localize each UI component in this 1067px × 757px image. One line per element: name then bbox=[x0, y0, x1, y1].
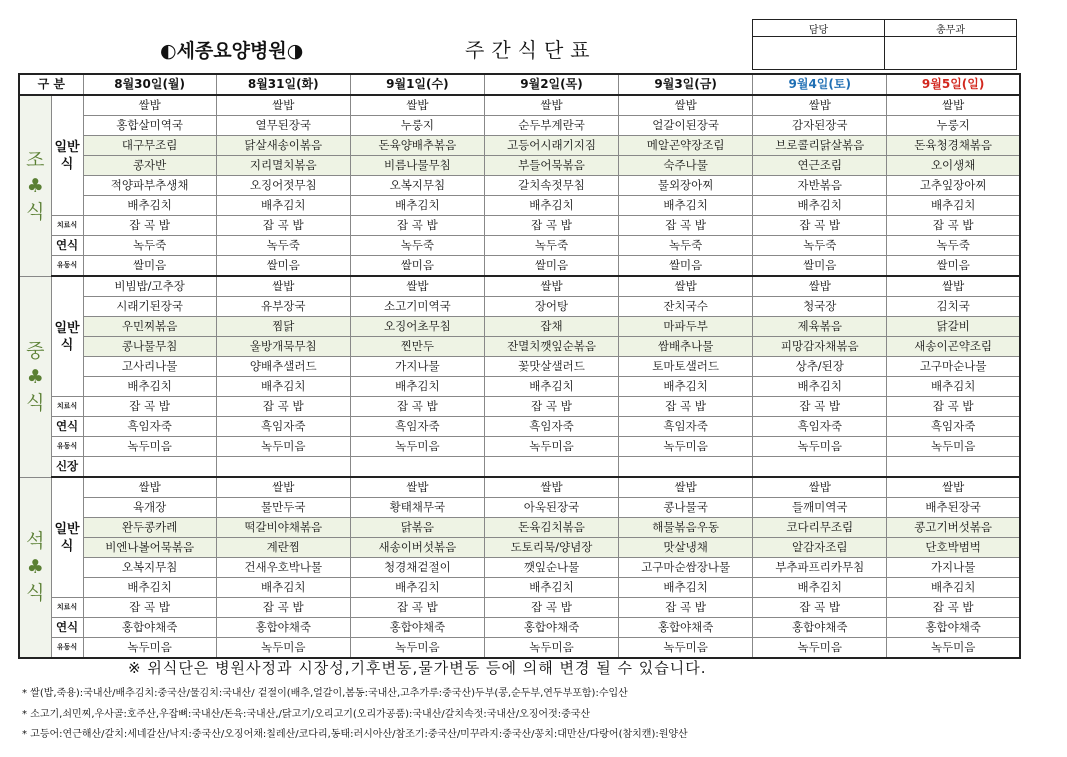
menu-cell: 쌀미음 bbox=[619, 256, 753, 277]
menu-cell: 단호박범벅 bbox=[887, 538, 1020, 558]
lunch-row bbox=[19, 397, 1020, 417]
origin-note: * 쌀(밥,죽용):국내산/배추김치:중국산/물김치:국내산/ 겉절이(배추,얼갈이,봄동:국내산,고추가루:중국산)두부(콩,순두부,연두부포함):수입산 bbox=[22, 688, 628, 699]
liquid-diet-label: 유동식 bbox=[51, 256, 83, 277]
menu-cell: 배추김치 bbox=[887, 578, 1020, 598]
menu-cell: 떡갈비야채볶음 bbox=[216, 518, 350, 538]
menu-cell: 육개장 bbox=[83, 498, 216, 518]
menu-cell: 쌀밥 bbox=[350, 276, 484, 297]
menu-cell: 잡 곡 밥 bbox=[753, 598, 887, 618]
lunch-row bbox=[19, 437, 1020, 457]
menu-cell: 잡 곡 밥 bbox=[484, 397, 618, 417]
menu-cell: 돈육김치볶음 bbox=[484, 518, 618, 538]
therapy-diet-label: 치료식 bbox=[51, 216, 83, 236]
menu-cell: 배추김치 bbox=[350, 196, 484, 216]
general-diet-label: 일반식 bbox=[51, 276, 83, 397]
weekly-menu-table bbox=[18, 73, 1021, 659]
dinner-row bbox=[19, 618, 1020, 638]
menu-cell: 배추김치 bbox=[216, 578, 350, 598]
menu-cell: 녹두미음 bbox=[887, 638, 1020, 659]
liquid-diet-label: 유동식 bbox=[51, 437, 83, 457]
menu-cell: 닭살새송이볶음 bbox=[216, 136, 350, 156]
dinner-row bbox=[19, 638, 1020, 659]
lunch-row bbox=[19, 357, 1020, 377]
menu-cell: 오복지무침 bbox=[350, 176, 484, 196]
notice-text: ※ 위식단은 병원사정과 시장성,기후변동,물가변동 등에 의해 변경 될 수 있습니다. bbox=[128, 659, 707, 677]
menu-cell: 비름나물무침 bbox=[350, 156, 484, 176]
menu-cell: 쌈배추나물 bbox=[619, 337, 753, 357]
menu-cell: 우민찌볶음 bbox=[83, 317, 216, 337]
menu-cell: 물만두국 bbox=[216, 498, 350, 518]
menu-cell: 잡 곡 밥 bbox=[484, 598, 618, 618]
menu-cell: 홍합야채죽 bbox=[753, 618, 887, 638]
menu-cell: 쌀밥 bbox=[83, 95, 216, 116]
menu-cell: 울방개묵무침 bbox=[216, 337, 350, 357]
menu-cell: 배추김치 bbox=[753, 578, 887, 598]
menu-cell: 배추김치 bbox=[753, 377, 887, 397]
breakfast-label: 조♣식 bbox=[19, 95, 51, 276]
page-title: 주간식단표 bbox=[465, 38, 597, 62]
menu-cell bbox=[887, 457, 1020, 478]
menu-cell bbox=[484, 457, 618, 478]
menu-cell: 배추김치 bbox=[619, 196, 753, 216]
dinner-row bbox=[19, 498, 1020, 518]
menu-cell: 소고기미역국 bbox=[350, 297, 484, 317]
menu-cell: 찐만두 bbox=[350, 337, 484, 357]
menu-cell: 잡 곡 밥 bbox=[887, 397, 1020, 417]
menu-cell: 대구무조림 bbox=[83, 136, 216, 156]
menu-cell: 코다리무조림 bbox=[753, 518, 887, 538]
menu-cell: 해물볶음우동 bbox=[619, 518, 753, 538]
menu-cell: 닭갈비 bbox=[887, 317, 1020, 337]
menu-cell: 흑임자죽 bbox=[619, 417, 753, 437]
day-header: 8월31일(화) bbox=[216, 74, 350, 95]
cancer-diet-label: 신장 bbox=[51, 457, 83, 478]
breakfast-row bbox=[19, 256, 1020, 277]
menu-cell: 배추김치 bbox=[83, 196, 216, 216]
menu-cell: 열무된장국 bbox=[216, 116, 350, 136]
menu-cell: 제육볶음 bbox=[753, 317, 887, 337]
menu-cell: 흑임자죽 bbox=[83, 417, 216, 437]
menu-cell: 도토리묵/양념장 bbox=[484, 538, 618, 558]
menu-cell: 녹두미음 bbox=[887, 437, 1020, 457]
menu-cell: 고사리나물 bbox=[83, 357, 216, 377]
menu-cell: 쌀밥 bbox=[484, 276, 618, 297]
breakfast-row bbox=[19, 236, 1020, 256]
menu-cell: 갈치속젓무침 bbox=[484, 176, 618, 196]
menu-cell: 쌀미음 bbox=[753, 256, 887, 277]
menu-cell: 콩나물무침 bbox=[83, 337, 216, 357]
menu-cell: 잡 곡 밥 bbox=[83, 397, 216, 417]
breakfast-row bbox=[19, 176, 1020, 196]
menu-cell: 배추김치 bbox=[216, 377, 350, 397]
menu-cell: 잡 곡 밥 bbox=[619, 397, 753, 417]
menu-cell: 비빔밥/고추장 bbox=[83, 276, 216, 297]
menu-cell: 잡 곡 밥 bbox=[216, 598, 350, 618]
menu-cell: 녹두미음 bbox=[619, 437, 753, 457]
menu-cell: 오복지무침 bbox=[83, 558, 216, 578]
breakfast-row bbox=[19, 95, 1020, 116]
soft-diet-label: 연식 bbox=[51, 618, 83, 638]
menu-cell: 녹두미음 bbox=[350, 437, 484, 457]
therapy-diet-label: 치료식 bbox=[51, 598, 83, 618]
menu-cell bbox=[753, 457, 887, 478]
breakfast-row bbox=[19, 156, 1020, 176]
menu-cell: 잡 곡 밥 bbox=[753, 216, 887, 236]
menu-cell: 녹두죽 bbox=[887, 236, 1020, 256]
menu-cell: 들깨미역국 bbox=[753, 498, 887, 518]
menu-cell: 청국장 bbox=[753, 297, 887, 317]
breakfast-row bbox=[19, 216, 1020, 236]
menu-cell: 아욱된장국 bbox=[484, 498, 618, 518]
day-header: 9월3일(금) bbox=[619, 74, 753, 95]
menu-cell: 고구마순쌈장나물 bbox=[619, 558, 753, 578]
menu-cell: 쌀미음 bbox=[484, 256, 618, 277]
menu-cell: 쌀밥 bbox=[619, 477, 753, 498]
menu-cell: 홍합야채죽 bbox=[216, 618, 350, 638]
menu-cell: 가지나물 bbox=[350, 357, 484, 377]
menu-cell: 감자된장국 bbox=[753, 116, 887, 136]
menu-cell bbox=[216, 457, 350, 478]
menu-cell bbox=[350, 457, 484, 478]
menu-cell: 완두콩카레 bbox=[83, 518, 216, 538]
menu-cell: 녹두죽 bbox=[753, 236, 887, 256]
lunch-row bbox=[19, 457, 1020, 478]
menu-cell: 쌀밥 bbox=[753, 477, 887, 498]
menu-cell: 청경채겉절이 bbox=[350, 558, 484, 578]
approval-box bbox=[752, 19, 1017, 70]
menu-cell: 녹두미음 bbox=[83, 437, 216, 457]
menu-cell: 배추김치 bbox=[350, 578, 484, 598]
menu-cell: 콩자반 bbox=[83, 156, 216, 176]
menu-cell: 돈육청경채볶음 bbox=[887, 136, 1020, 156]
menu-cell: 돈육양배추볶음 bbox=[350, 136, 484, 156]
menu-cell: 장어탕 bbox=[484, 297, 618, 317]
menu-cell: 새송이버섯볶음 bbox=[350, 538, 484, 558]
menu-cell: 마파두부 bbox=[619, 317, 753, 337]
breakfast-row bbox=[19, 116, 1020, 136]
day-header: 9월2일(목) bbox=[484, 74, 618, 95]
menu-cell: 잡 곡 밥 bbox=[887, 598, 1020, 618]
menu-cell: 브로콜리닭살볶음 bbox=[753, 136, 887, 156]
menu-cell: 쌀밥 bbox=[887, 477, 1020, 498]
day-header: 9월5일(일) bbox=[887, 74, 1020, 95]
menu-cell: 잡 곡 밥 bbox=[350, 216, 484, 236]
menu-cell: 적양파부추생채 bbox=[83, 176, 216, 196]
approval-col-manager: 담당 bbox=[753, 20, 885, 37]
menu-cell: 배추김치 bbox=[484, 578, 618, 598]
menu-cell bbox=[619, 457, 753, 478]
lunch-row bbox=[19, 276, 1020, 297]
menu-cell: 순두부계란국 bbox=[484, 116, 618, 136]
menu-cell: 홍합야채죽 bbox=[83, 618, 216, 638]
menu-cell: 홍합살미역국 bbox=[83, 116, 216, 136]
menu-cell: 토마토샐러드 bbox=[619, 357, 753, 377]
menu-cell: 상추/된장 bbox=[753, 357, 887, 377]
menu-cell: 배추김치 bbox=[619, 578, 753, 598]
lunch-row bbox=[19, 377, 1020, 397]
menu-cell: 쌀미음 bbox=[83, 256, 216, 277]
menu-cell: 양배추샐러드 bbox=[216, 357, 350, 377]
menu-cell: 누룽지 bbox=[350, 116, 484, 136]
menu-cell: 가지나물 bbox=[887, 558, 1020, 578]
menu-cell: 연근조림 bbox=[753, 156, 887, 176]
menu-cell: 쌀밥 bbox=[753, 95, 887, 116]
lunch-row bbox=[19, 337, 1020, 357]
menu-cell: 홍합야채죽 bbox=[484, 618, 618, 638]
menu-cell: 녹두죽 bbox=[484, 236, 618, 256]
menu-cell: 꽃맛살샐러드 bbox=[484, 357, 618, 377]
menu-cell: 쌀밥 bbox=[753, 276, 887, 297]
menu-cell: 녹두죽 bbox=[216, 236, 350, 256]
menu-cell: 시래기된장국 bbox=[83, 297, 216, 317]
menu-cell: 녹두미음 bbox=[350, 638, 484, 659]
lunch-row bbox=[19, 317, 1020, 337]
menu-cell: 녹두미음 bbox=[753, 638, 887, 659]
menu-cell: 배추김치 bbox=[887, 196, 1020, 216]
breakfast-row bbox=[19, 196, 1020, 216]
menu-cell: 고구마순나물 bbox=[887, 357, 1020, 377]
menu-cell: 쌀밥 bbox=[216, 477, 350, 498]
menu-cell: 잡 곡 밥 bbox=[484, 216, 618, 236]
menu-cell: 홍합야채죽 bbox=[619, 618, 753, 638]
menu-cell: 얼갈이된장국 bbox=[619, 116, 753, 136]
menu-cell: 녹두미음 bbox=[484, 437, 618, 457]
menu-cell: 배추김치 bbox=[83, 377, 216, 397]
hospital-name: ◐세종요양병원◑ bbox=[160, 40, 304, 62]
menu-cell: 맛살냉채 bbox=[619, 538, 753, 558]
menu-cell: 잡 곡 밥 bbox=[350, 397, 484, 417]
menu-cell: 녹두죽 bbox=[619, 236, 753, 256]
table-header-row bbox=[19, 74, 1020, 95]
menu-cell: 녹두미음 bbox=[484, 638, 618, 659]
menu-cell: 쌀밥 bbox=[484, 95, 618, 116]
menu-cell: 잔치국수 bbox=[619, 297, 753, 317]
menu-cell: 부추파프리카무침 bbox=[753, 558, 887, 578]
dinner-row bbox=[19, 538, 1020, 558]
menu-cell: 메알곤약장조림 bbox=[619, 136, 753, 156]
menu-cell: 홍합야채죽 bbox=[887, 618, 1020, 638]
menu-cell: 잡 곡 밥 bbox=[216, 397, 350, 417]
menu-cell: 쌀밥 bbox=[216, 276, 350, 297]
menu-cell: 비엔나볼어묵볶음 bbox=[83, 538, 216, 558]
menu-cell: 닭볶음 bbox=[350, 518, 484, 538]
menu-cell: 녹두미음 bbox=[619, 638, 753, 659]
menu-cell: 녹두미음 bbox=[83, 638, 216, 659]
menu-cell: 쌀미음 bbox=[350, 256, 484, 277]
menu-cell: 쌀미음 bbox=[216, 256, 350, 277]
menu-cell: 오징어젓무침 bbox=[216, 176, 350, 196]
day-header: 9월1일(수) bbox=[350, 74, 484, 95]
menu-cell: 녹두미음 bbox=[753, 437, 887, 457]
approval-sign-admin bbox=[885, 37, 1017, 70]
menu-cell bbox=[83, 457, 216, 478]
menu-cell: 잡 곡 밥 bbox=[83, 216, 216, 236]
menu-cell: 쌀밥 bbox=[887, 276, 1020, 297]
menu-cell: 쌀밥 bbox=[619, 276, 753, 297]
menu-cell: 계란찜 bbox=[216, 538, 350, 558]
menu-cell: 잡 곡 밥 bbox=[83, 598, 216, 618]
menu-cell: 녹두미음 bbox=[216, 437, 350, 457]
menu-cell: 유부장국 bbox=[216, 297, 350, 317]
general-diet-label: 일반식 bbox=[51, 477, 83, 598]
menu-cell: 잡 곡 밥 bbox=[619, 598, 753, 618]
menu-cell: 깻잎순나물 bbox=[484, 558, 618, 578]
dinner-row bbox=[19, 518, 1020, 538]
menu-cell: 지리멸치볶음 bbox=[216, 156, 350, 176]
menu-cell: 흑임자죽 bbox=[753, 417, 887, 437]
menu-cell: 배추김치 bbox=[350, 377, 484, 397]
dinner-row bbox=[19, 598, 1020, 618]
menu-cell: 잡 곡 밥 bbox=[350, 598, 484, 618]
menu-cell: 쌀밥 bbox=[619, 95, 753, 116]
menu-cell: 찜닭 bbox=[216, 317, 350, 337]
menu-cell: 잡 곡 밥 bbox=[619, 216, 753, 236]
menu-cell: 자반볶음 bbox=[753, 176, 887, 196]
dinner-label: 석♣식 bbox=[19, 477, 51, 658]
menu-cell: 부들어묵볶음 bbox=[484, 156, 618, 176]
menu-cell: 숙주나물 bbox=[619, 156, 753, 176]
breakfast-row bbox=[19, 136, 1020, 156]
menu-cell: 쌀미음 bbox=[887, 256, 1020, 277]
menu-cell: 녹두미음 bbox=[216, 638, 350, 659]
menu-cell: 오징어초무침 bbox=[350, 317, 484, 337]
menu-cell: 건새우호박나물 bbox=[216, 558, 350, 578]
menu-cell: 고추잎장아찌 bbox=[887, 176, 1020, 196]
menu-cell: 배추김치 bbox=[216, 196, 350, 216]
menu-cell: 흑임자죽 bbox=[484, 417, 618, 437]
general-diet-label: 일반식 bbox=[51, 95, 83, 216]
lunch-row bbox=[19, 417, 1020, 437]
origin-note: * 고등어:연근해산/갈치:세네갈산/낙지:중국산/오징어채:칠레산/코다리,동태:러시아산/참조기:중국산/미꾸라지:중국산/꽁치:대만산/다랑어(참치캔):원양산 bbox=[22, 729, 688, 740]
menu-cell: 녹두죽 bbox=[350, 236, 484, 256]
menu-cell: 잡 곡 밥 bbox=[753, 397, 887, 417]
menu-cell: 쌀밥 bbox=[83, 477, 216, 498]
soft-diet-label: 연식 bbox=[51, 236, 83, 256]
menu-cell: 녹두죽 bbox=[83, 236, 216, 256]
menu-cell: 황태채무국 bbox=[350, 498, 484, 518]
menu-cell: 잔멸치깻잎순볶음 bbox=[484, 337, 618, 357]
menu-cell: 잡 곡 밥 bbox=[216, 216, 350, 236]
menu-cell: 배추김치 bbox=[887, 377, 1020, 397]
therapy-diet-label: 치료식 bbox=[51, 397, 83, 417]
origin-note: * 소고기,쇠민찌,우사골:호주산,우잡뼈:국내산/돈육:국내산,/닭고기/오리고기(오리가공품):국내산/갈치속젓:국내산/오징어젓:중국산 bbox=[22, 709, 591, 720]
menu-cell: 배추김치 bbox=[619, 377, 753, 397]
dinner-row bbox=[19, 558, 1020, 578]
menu-cell: 알감자조림 bbox=[753, 538, 887, 558]
day-header: 8월30일(월) bbox=[83, 74, 216, 95]
menu-cell: 고등어시래기지짐 bbox=[484, 136, 618, 156]
menu-cell: 물외장아찌 bbox=[619, 176, 753, 196]
approval-col-admin: 총무과 bbox=[885, 20, 1017, 37]
day-header: 9월4일(토) bbox=[753, 74, 887, 95]
menu-cell: 콩고기버섯볶음 bbox=[887, 518, 1020, 538]
approval-sign-manager bbox=[753, 37, 885, 70]
menu-cell: 오이생채 bbox=[887, 156, 1020, 176]
dinner-row bbox=[19, 578, 1020, 598]
menu-cell: 피망감자채볶음 bbox=[753, 337, 887, 357]
menu-cell: 콩나물국 bbox=[619, 498, 753, 518]
menu-cell: 쌀밥 bbox=[887, 95, 1020, 116]
menu-cell: 김치국 bbox=[887, 297, 1020, 317]
menu-cell: 잡채 bbox=[484, 317, 618, 337]
dinner-row bbox=[19, 477, 1020, 498]
soft-diet-label: 연식 bbox=[51, 417, 83, 437]
corner-label: 구 분 bbox=[19, 74, 83, 95]
menu-cell: 흑임자죽 bbox=[887, 417, 1020, 437]
liquid-diet-label: 유동식 bbox=[51, 638, 83, 659]
lunch-row bbox=[19, 297, 1020, 317]
menu-cell: 잡 곡 밥 bbox=[887, 216, 1020, 236]
menu-cell: 흑임자죽 bbox=[350, 417, 484, 437]
menu-cell: 홍합야채죽 bbox=[350, 618, 484, 638]
menu-cell: 쌀밥 bbox=[216, 95, 350, 116]
menu-cell: 쌀밥 bbox=[350, 95, 484, 116]
menu-cell: 배추김치 bbox=[753, 196, 887, 216]
lunch-label: 중♣식 bbox=[19, 276, 51, 477]
menu-cell: 새송이곤약조림 bbox=[887, 337, 1020, 357]
menu-cell: 누룽지 bbox=[887, 116, 1020, 136]
menu-cell: 배추김치 bbox=[83, 578, 216, 598]
menu-cell: 쌀밥 bbox=[350, 477, 484, 498]
menu-cell: 흑임자죽 bbox=[216, 417, 350, 437]
menu-cell: 쌀밥 bbox=[484, 477, 618, 498]
menu-cell: 배추김치 bbox=[484, 196, 618, 216]
menu-cell: 배추된장국 bbox=[887, 498, 1020, 518]
menu-cell: 배추김치 bbox=[484, 377, 618, 397]
